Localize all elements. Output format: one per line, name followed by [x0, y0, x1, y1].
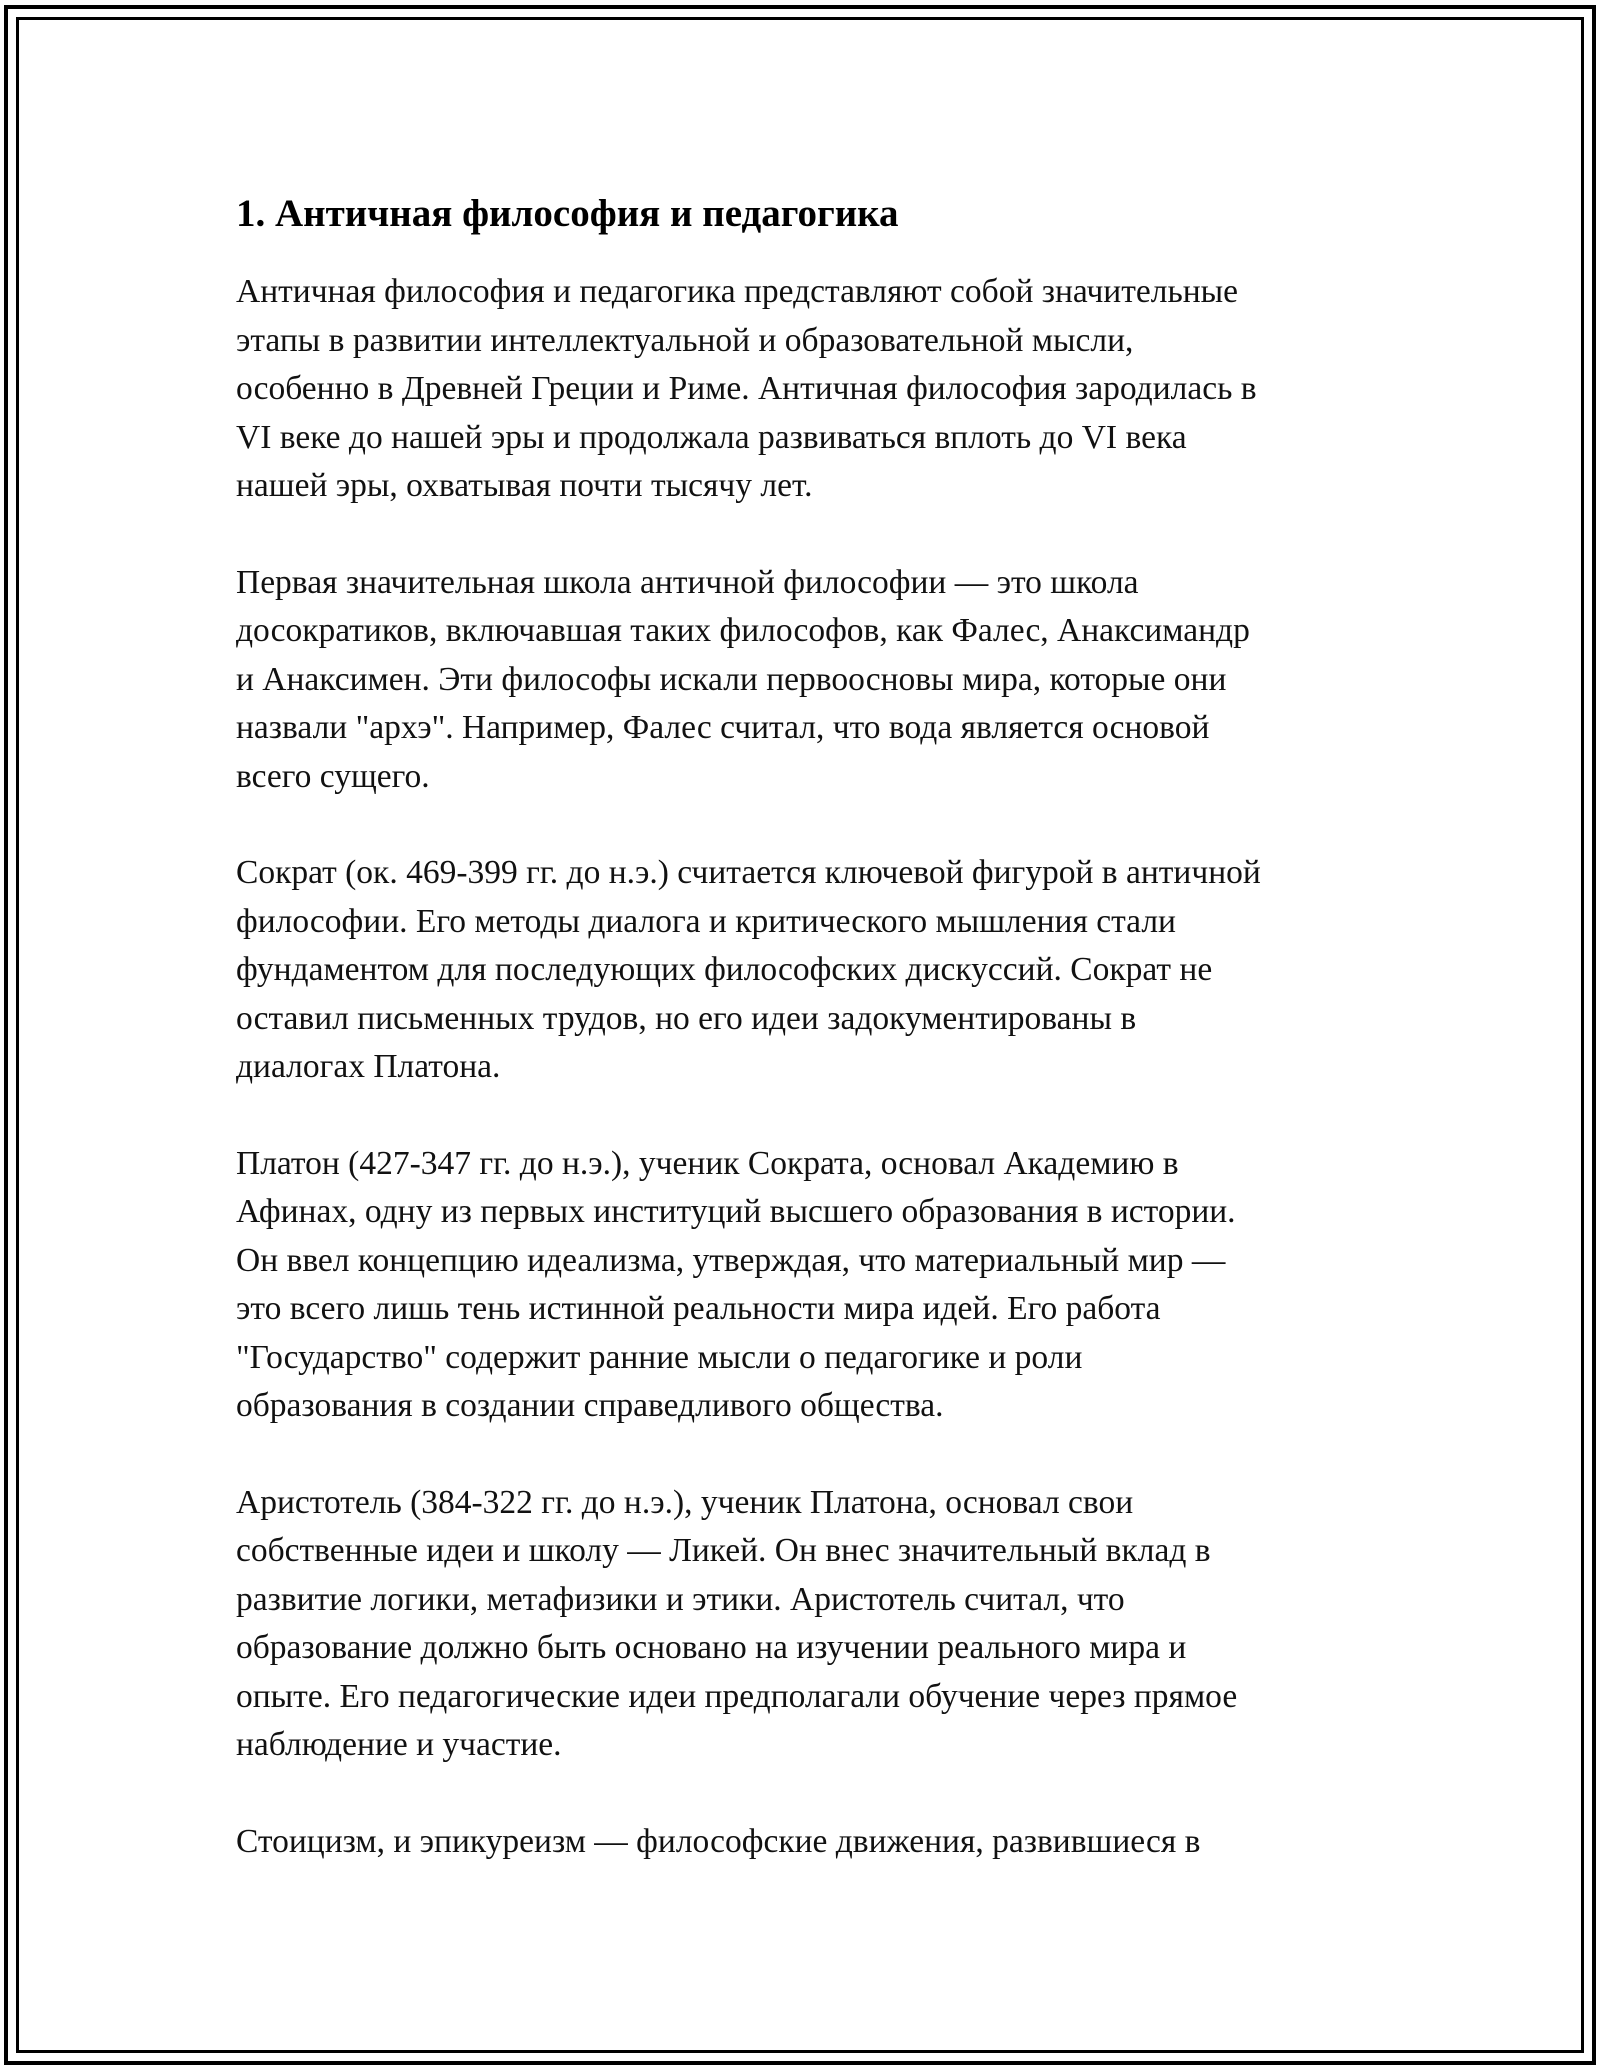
- text-line: "Государство" содержит ранние мысли о педагогике и роли: [236, 1338, 1083, 1376]
- text-line: философии. Его методы диалога и критического мышления стали: [236, 902, 1176, 940]
- text-line: Первая значительная школа античной философии — это школа: [236, 563, 1139, 601]
- text-line: фундаментом для последующих философских дискуссий. Сократ не: [236, 951, 1213, 988]
- text-line: особенно в Древней Греции и Риме. Античная философия зародилась в: [236, 370, 1257, 407]
- text-line: VI веке до нашей эры и продолжала развиваться вплоть до VI века: [236, 418, 1187, 456]
- text-line: наблюдение и участие.: [236, 1726, 562, 1763]
- paragraph-stoicism: [236, 1818, 1396, 1867]
- text-line: диалогах Платона.: [236, 1048, 501, 1085]
- text-line: образование должно быть основано на изучении реального мира и: [236, 1629, 1187, 1666]
- text-line: нашей эры, охватывая почти тысячу лет.: [236, 467, 813, 504]
- text-line: всего сущего.: [236, 757, 430, 795]
- text-line: образования в создании справедливого общества.: [236, 1387, 944, 1424]
- text-line: это всего лишь тень истинной реальности мира идей. Его работа: [236, 1290, 1161, 1327]
- paragraph-plato: [236, 1140, 1396, 1431]
- paragraph-intro: [236, 268, 1396, 511]
- text-line: Аристотель (384-322 гг. до н.э.), ученик Платона, основал свои: [236, 1483, 1134, 1521]
- text-line: досократиков, включавшая таких философов, как Фалес, Анаксимандр: [236, 612, 1250, 649]
- section-heading: 1. Античная философия и педагогика: [236, 192, 899, 235]
- text-line: Он ввел концепцию идеализма, утверждая, что материальный мир —: [236, 1241, 1226, 1279]
- text-line: Античная философия и педагогика представляют собой значительные: [236, 273, 1239, 310]
- document-body: [236, 186, 1396, 1914]
- text-line: Стоицизм, и эпикуреизм — философские движения, развившиеся в: [236, 1822, 1201, 1860]
- paragraph-presocratics: [236, 559, 1396, 802]
- text-line: развитие логики, метафизики и этики. Аристотель считал, что: [236, 1580, 1125, 1618]
- paragraph-aristotle: [236, 1479, 1396, 1770]
- text-line: этапы в развитии интеллектуальной и образовательной мысли,: [236, 321, 1134, 359]
- text-line: Афинах, одну из первых институций высшего образования в истории.: [236, 1193, 1236, 1230]
- text-line: Сократ (ок. 469-399 гг. до н.э.) считается ключевой фигурой в античной: [236, 854, 1261, 891]
- text-line: Платон (427-347 гг. до н.э.), ученик Сократа, основал Академию в: [236, 1144, 1179, 1182]
- paragraph-socrates: [236, 849, 1396, 1092]
- text-line: опыте. Его педагогические идеи предполагали обучение через прямое: [236, 1677, 1238, 1715]
- text-line: оставил письменных трудов, но его идеи задокументированы в: [236, 999, 1137, 1037]
- text-line: собственные идеи и школу — Ликей. Он внес значительный вклад в: [236, 1532, 1211, 1569]
- text-line: и Анаксимен. Эти философы искали первоосновы мира, которые они: [236, 660, 1227, 698]
- text-line: назвали "архэ". Например, Фалес считал, что вода является основой: [236, 709, 1210, 746]
